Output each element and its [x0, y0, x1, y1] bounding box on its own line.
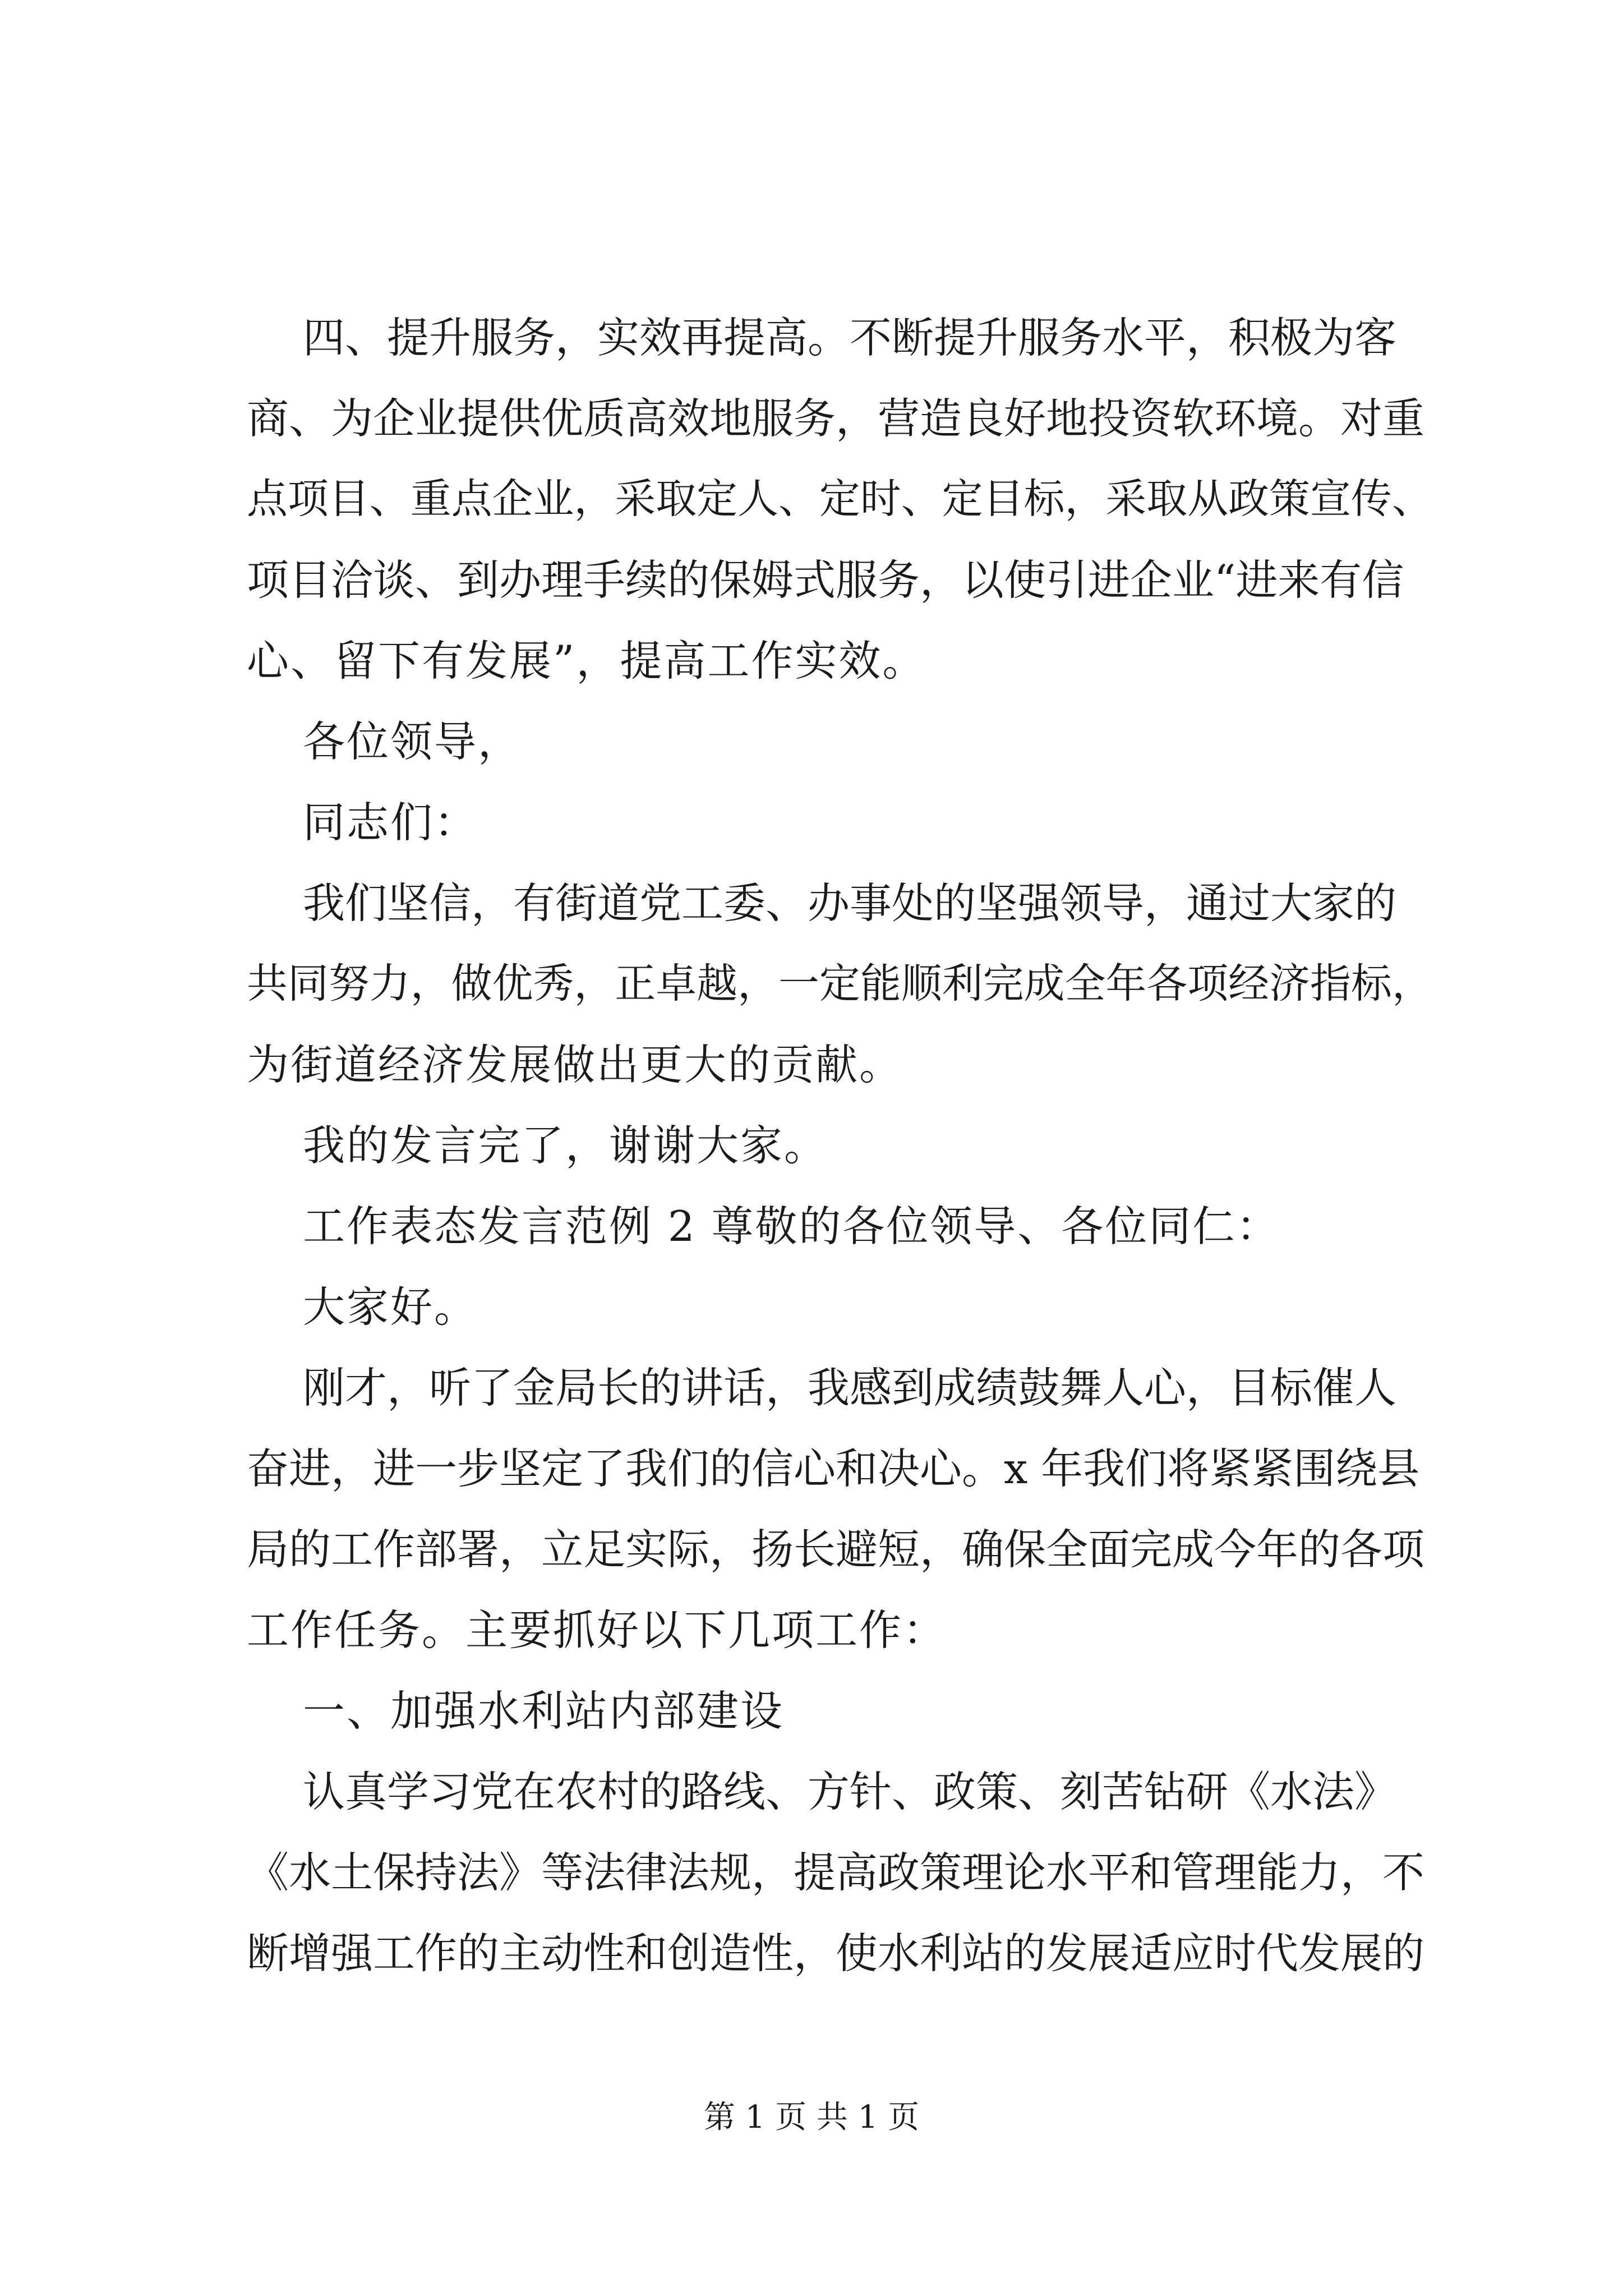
text-line: 工作任务。主要抓好以下几项工作：: [247, 1605, 947, 1655]
text-line: 我们坚信，有街道党工委、办事处的坚强领导，通过大家的: [303, 878, 1397, 928]
text-line: 局的工作部署，立足实际，扬长避短，确保全面完成今年的各项: [247, 1525, 1425, 1574]
text-line: 《水土保持法》等法律法规，提高政策理论水平和管理能力，不: [247, 1848, 1425, 1897]
text-line: 心、留下有发展”，提高工作实效。: [247, 636, 926, 685]
text-line: 点项目、重点企业，采取定人、定时、定目标，采取从政策宣传、: [247, 475, 1433, 523]
paragraph: [247, 1347, 1433, 1671]
text-line: 商、为企业提供优质高效地服务，营造良好地投资软环境。对重: [247, 394, 1425, 443]
paragraph: [247, 701, 1433, 782]
paragraph: [247, 1267, 1433, 1347]
paragraph: [247, 1186, 1433, 1267]
paragraph: [247, 1671, 1433, 1751]
text-line: 四、提升服务，实效再提高。不断提升服务水平，积极为客: [303, 313, 1397, 362]
paragraph: [247, 863, 1433, 1105]
text-line: 工作表态发言范例 2 尊敬的各位领导、各位同仁：: [303, 1202, 1280, 1251]
paragraph: [247, 782, 1433, 863]
text-line: 奋进，进一步坚定了我们的信心和决心。x 年我们将紧紧围绕县: [247, 1444, 1420, 1493]
text-line: 认真学习党在农村的路线、方针、政策、刻苦钻研《水法》: [303, 1767, 1397, 1816]
text-line: 我的发言完了，谢谢大家。: [303, 1121, 828, 1170]
document-body: [247, 297, 1433, 1994]
text-line: 刚才，听了金局长的讲话，我感到成绩鼓舞人心，目标催人: [303, 1363, 1397, 1412]
text-line: 一、加强水利站内部建设: [303, 1686, 785, 1736]
text-line: 项目洽谈、到办理手续的保姆式服务，以使引进企业“进来有信: [247, 555, 1404, 605]
text-line: 共同努力，做优秀，正卓越，一定能顺利完成全年各项经济指标，: [247, 960, 1433, 1007]
text-line: 各位领导，: [303, 717, 522, 766]
text-line: 大家好。: [303, 1282, 478, 1332]
paragraph: [247, 1751, 1433, 1994]
paragraph: [247, 1105, 1433, 1186]
paragraph: [247, 297, 1433, 701]
page-footer: 第 1 页 共 1 页: [703, 2099, 920, 2136]
text-line: 为街道经济发展做出更大的贡献。: [247, 1040, 903, 1089]
text-line: 断增强工作的主动性和创造性，使水利站的发展适应时代发展的: [247, 1929, 1425, 1978]
text-line: 同志们：: [303, 798, 478, 847]
